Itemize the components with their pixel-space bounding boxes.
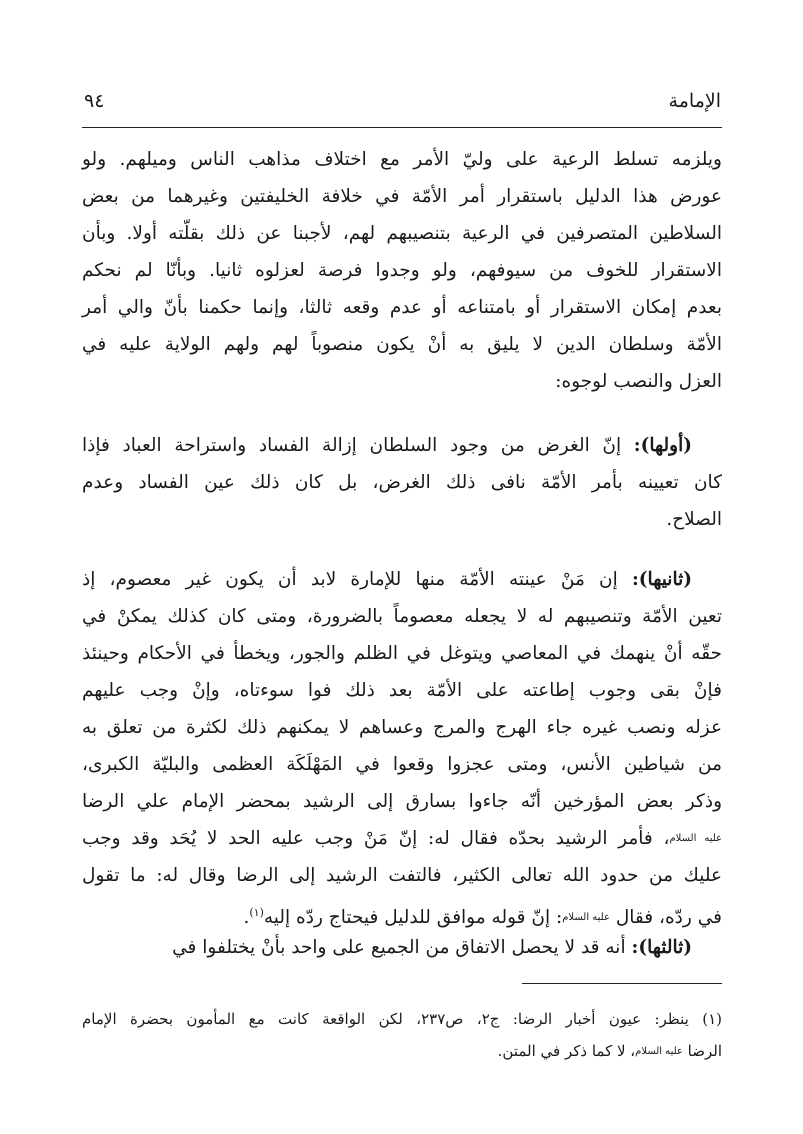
text-span: عورض هذا الدليل باستقرار أمر الأمّة في خلافة الخليفتين وغيرهما من بعض	[82, 186, 722, 207]
text-span: الأمّة وسلطان الدين لا يليق به أنْ يكون منصوباً لهم ولهم الولاية عليه في	[82, 334, 722, 355]
text-line	[82, 221, 722, 247]
page-number: ٩٤	[84, 90, 105, 112]
honorific-symbol: عليه السلام	[635, 1046, 683, 1057]
text-span: إن مَنْ عينته الأمّة منها للإمارة لابد أن يكون غير معصوم، إذ	[82, 569, 632, 590]
text-line	[82, 507, 722, 533]
text-span: حقّه أنْ ينهمك في المعاصي ويتوغل في الظلم والجور، ويخطأ في الأحكام وحينئذ	[82, 643, 722, 664]
text-line	[82, 604, 722, 630]
footnote-line	[82, 1040, 722, 1063]
honorific-symbol: عليه السلام	[562, 912, 610, 924]
text-line	[82, 863, 722, 889]
text-span: فإنْ بقى وجوب إطاعته على الأمّة بعد ذلك فوا سوءتاه، وإنْ وجب عليهم	[82, 680, 722, 701]
text-span: أنه قد لا يحصل الاتفاق من الجميع على واحد بأنْ يختلفوا في	[172, 937, 632, 958]
text-span: عليك من حدود الله تعالى الكثير، فالتفت الرشيد إلى الرضا وقال له: ما تقول	[82, 865, 722, 886]
text-line	[82, 433, 722, 459]
text-span: إنّ الغرض من وجود السلطان إزالة الفساد واستراحة العباد فإذا	[82, 435, 634, 456]
text-line	[82, 470, 722, 496]
text-span: الرضا	[682, 1042, 722, 1060]
text-span: عزله ونصب غيره جاء الهرج والمرج وعساهم لا يمكنهم ذلك لكثرة من تعلق به	[82, 717, 722, 738]
footnote-ref: (١)	[249, 906, 264, 919]
text-span: الصلاح.	[666, 509, 722, 530]
point-label: (ثالثها):	[631, 937, 692, 958]
text-line	[82, 900, 722, 931]
text-span: الاستقرار للخوف من سيوفهم، ولو وجدوا فرصة لعزلوه ثانيا. وبأنّا لم نحكم	[82, 260, 722, 281]
text-line	[82, 826, 722, 852]
text-span: : إنّ قوله موافق للدليل فيحتاج ردّه إليه	[263, 907, 563, 929]
text-span: ، لا كما ذكر في المتن.	[497, 1042, 636, 1060]
text-span: تعين الأمّة وتنصيبهم له لا يجعله معصوماً بالضرورة، ومتى كان كذلك يمكنْ في	[82, 606, 722, 627]
text-span: ويلزمه تسلط الرعية على وليّ الأمر مع اختلاف مذاهب الناس وميلهم. ولو	[82, 149, 722, 170]
text-line	[82, 332, 722, 358]
footnote-rule	[522, 983, 722, 984]
text-line	[82, 567, 722, 593]
text-line	[82, 715, 722, 741]
header-rule	[82, 127, 722, 128]
text-span: وذكر بعض المؤرخين أنّه جاءوا بسارق إلى الرشيد بمحضر الإمام علي الرضا	[82, 791, 722, 812]
text-line	[82, 147, 722, 173]
text-line	[82, 935, 722, 961]
text-line	[82, 752, 722, 778]
text-line	[82, 184, 722, 210]
text-span: .	[243, 907, 250, 929]
point-label: (أولها):	[633, 435, 692, 456]
text-span: في ردّه، فقال	[609, 907, 722, 929]
text-span: كان تعيينه بأمر الأمّة نافى ذلك الغرض، بل كان ذلك عين الفساد وعدم	[82, 472, 722, 493]
text-line	[82, 258, 722, 284]
text-line	[82, 789, 722, 815]
text-span: العزل والنصب لوجوه:	[555, 371, 722, 392]
text-line	[82, 369, 722, 395]
text-line	[82, 641, 722, 667]
text-span: بعدم إمكان الاستقرار أو بامتناعه أو عدم وقعه ثالثا، وإنما حكمنا بأنّ والي أمر	[82, 297, 722, 318]
footnote-line	[82, 1008, 722, 1030]
text-span: ، فأمر الرشيد بحدّه فقال له: إنّ مَنْ وجب عليه الحد لا يُحَد وقد وجب	[82, 828, 670, 849]
text-line	[82, 678, 722, 704]
point-label: (ثانيها):	[631, 569, 692, 590]
text-span: السلاطين المتصرفين في الرعية بتنصيبهم لهم، لأجبنا عن ذلك بقلّته أولا. وبأن	[82, 223, 722, 244]
text-span: (١) ينظر: عيون أخبار الرضا: ج٢، ص٢٣٧، لكن الواقعة كانت مع المأمون بحضرة الإمام	[82, 1010, 722, 1028]
running-title: الإمامة	[668, 90, 721, 112]
honorific-symbol: عليه السلام	[669, 833, 722, 844]
text-line	[82, 295, 722, 321]
text-span: من شياطين الأنس، ومتى عجزوا وقعوا في المَهْلَكَة العظمى والبليّة الكبرى،	[82, 754, 722, 775]
